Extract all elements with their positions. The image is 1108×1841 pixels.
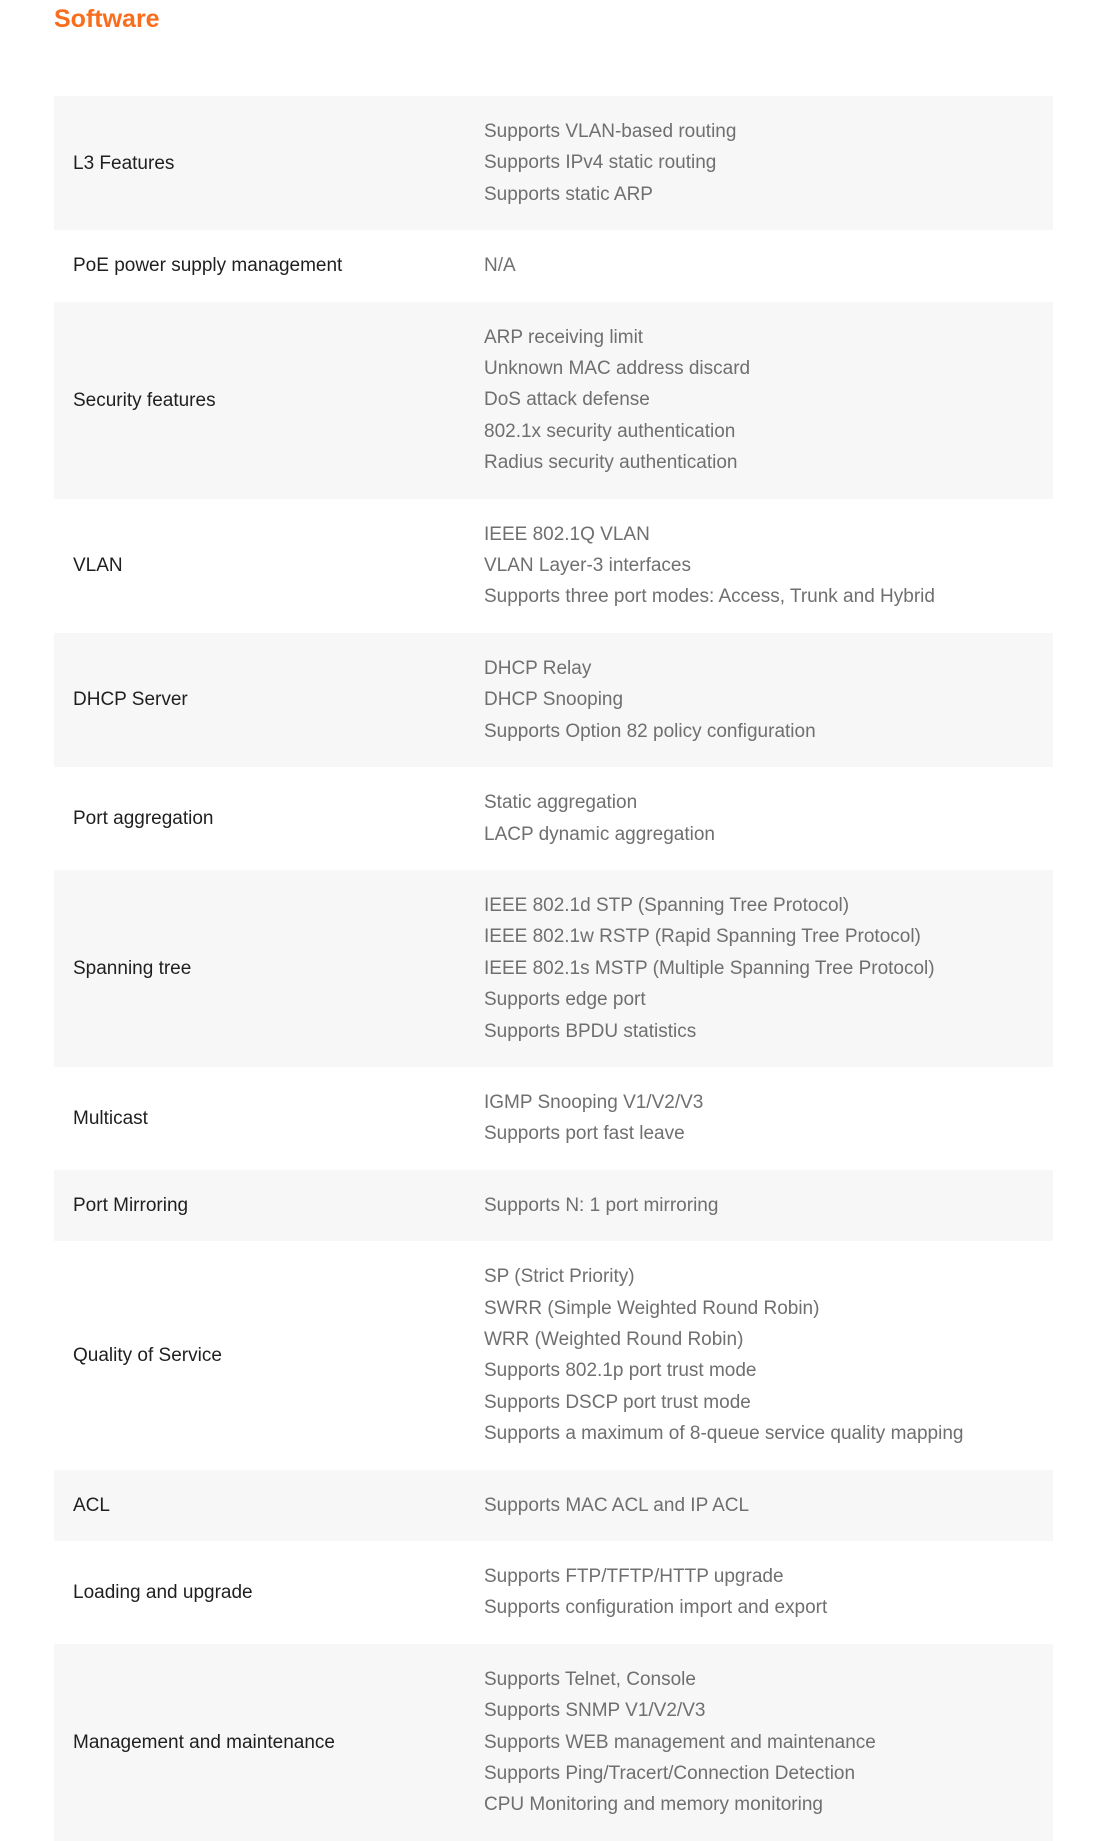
section-title: Software	[54, 5, 160, 33]
spec-table	[54, 96, 1053, 1841]
spec-value: DHCP Snooping	[484, 689, 624, 711]
spec-value: Supports BPDU statistics	[484, 1020, 697, 1042]
spec-values	[484, 519, 1053, 613]
spec-label: Security features	[73, 389, 216, 411]
spec-value: Supports VLAN-based routing	[484, 121, 737, 142]
spec-value: Supports a maximum of 8-queue service quality mapping	[484, 1423, 964, 1445]
spec-values	[484, 1664, 1053, 1821]
spec-value: IEEE 802.1w RSTP (Rapid Spanning Tree Protocol)	[484, 926, 921, 948]
spec-label: DHCP Server	[73, 689, 188, 711]
spec-label: Quality of Service	[73, 1344, 222, 1366]
spec-values	[484, 1561, 1053, 1624]
spec-value: VLAN Layer-3 interfaces	[484, 555, 691, 577]
spec-label: Loading and upgrade	[73, 1581, 253, 1603]
spec-values	[484, 653, 1053, 747]
spec-value: Supports Option 82 policy configuration	[484, 720, 816, 742]
spec-row	[54, 230, 1053, 301]
spec-value: DoS attack defense	[484, 389, 650, 411]
spec-value: Supports N: 1 port mirroring	[484, 1194, 719, 1216]
spec-row	[54, 1241, 1053, 1469]
spec-values	[484, 1490, 1053, 1521]
spec-label: VLAN	[73, 555, 123, 577]
spec-value: DHCP Relay	[484, 657, 592, 679]
spec-values	[484, 1261, 1053, 1449]
spec-row	[54, 633, 1053, 767]
spec-label: Port aggregation	[73, 808, 214, 829]
spec-value: SWRR (Simple Weighted Round Robin)	[484, 1297, 820, 1319]
spec-value: Supports static ARP	[484, 183, 653, 205]
spec-values	[484, 322, 1053, 479]
spec-value: Supports MAC ACL and IP ACL	[484, 1494, 750, 1516]
spec-value: Supports configuration import and export	[484, 1597, 828, 1619]
spec-label: L3 Features	[73, 152, 175, 174]
spec-label: Port Mirroring	[73, 1194, 189, 1216]
spec-row	[54, 499, 1053, 633]
spec-row	[54, 1470, 1053, 1541]
spec-value: Supports FTP/TFTP/HTTP upgrade	[484, 1566, 784, 1587]
spec-value: 802.1x security authentication	[484, 420, 736, 442]
spec-values	[484, 1087, 1053, 1150]
spec-value: Supports IPv4 static routing	[484, 152, 717, 174]
spec-values	[484, 1190, 1053, 1221]
spec-row	[54, 1170, 1053, 1241]
spec-row	[54, 1541, 1053, 1644]
spec-values	[484, 787, 1053, 850]
spec-value: Static aggregation	[484, 792, 638, 814]
spec-values	[484, 116, 1053, 210]
spec-label: Spanning tree	[73, 957, 192, 979]
spec-value: Supports DSCP port trust mode	[484, 1391, 751, 1413]
spec-row	[54, 96, 1053, 230]
spec-value: Supports port fast leave	[484, 1123, 685, 1145]
spec-value: Supports Telnet, Console	[484, 1668, 696, 1690]
spec-value: IEEE 802.1Q VLAN	[484, 523, 650, 545]
spec-row	[54, 302, 1053, 499]
spec-label: ACL	[73, 1494, 110, 1516]
spec-value: ARP receiving limit	[484, 326, 644, 348]
spec-values	[484, 890, 1053, 1047]
spec-value: IEEE 802.1d STP (Spanning Tree Protocol)	[484, 894, 850, 916]
spec-row	[54, 870, 1053, 1067]
spec-value: CPU Monitoring and memory monitoring	[484, 1794, 823, 1816]
spec-value: Radius security authentication	[484, 452, 738, 474]
spec-value: Unknown MAC address discard	[484, 358, 751, 380]
spec-label: PoE power supply management	[73, 255, 343, 277]
spec-value: Supports edge port	[484, 989, 646, 1011]
spec-row	[54, 1067, 1053, 1170]
spec-value: IEEE 802.1s MSTP (Multiple Spanning Tree Protocol)	[484, 957, 935, 979]
spec-value: Supports WEB management and maintenance	[484, 1731, 876, 1753]
spec-row	[54, 767, 1053, 870]
spec-value: WRR (Weighted Round Robin)	[484, 1328, 744, 1350]
spec-label: Management and maintenance	[73, 1731, 335, 1753]
spec-value: N/A	[484, 255, 516, 277]
spec-values	[484, 250, 1053, 281]
spec-label: Multicast	[73, 1107, 148, 1129]
spec-value: LACP dynamic aggregation	[484, 823, 715, 845]
spec-value: IGMP Snooping V1/V2/V3	[484, 1091, 704, 1113]
spec-value: Supports 802.1p port trust mode	[484, 1360, 757, 1382]
spec-row	[54, 1644, 1053, 1841]
spec-value: Supports Ping/Tracert/Connection Detection	[484, 1763, 856, 1785]
spec-value: Supports three port modes: Access, Trunk and Hybrid	[484, 586, 935, 608]
spec-value: SP (Strict Priority)	[484, 1266, 635, 1288]
spec-value: Supports SNMP V1/V2/V3	[484, 1700, 706, 1722]
